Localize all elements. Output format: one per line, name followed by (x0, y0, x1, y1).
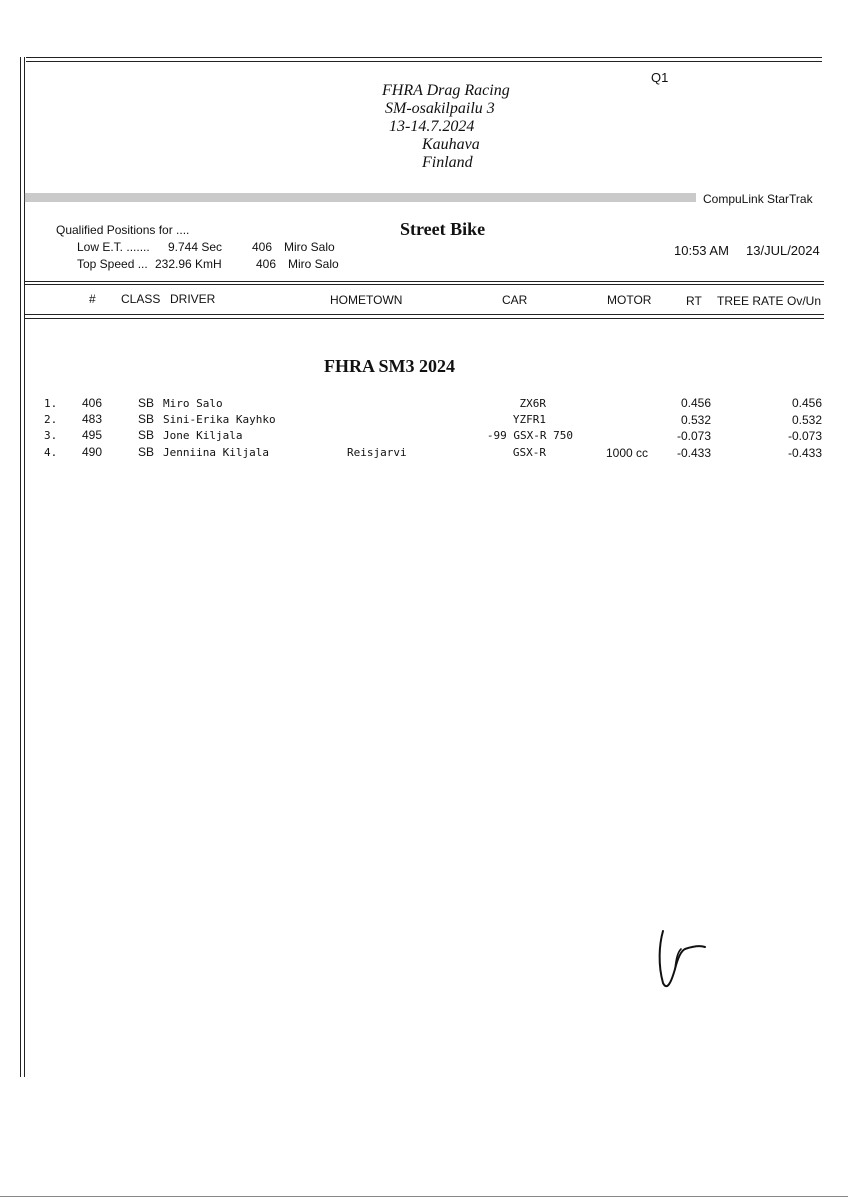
row-rt: 0.456 (680, 396, 711, 410)
row-ovun: -0.073 (787, 429, 822, 443)
row-ovun: 0.532 (791, 413, 822, 427)
row-car: -99 GSX-R 750 (486, 429, 573, 442)
row-position: 3. (44, 429, 58, 442)
top-speed-number: 406 (256, 257, 277, 271)
low-et-driver: Miro Salo (284, 240, 335, 254)
col-header-ovun: Ov/Un (787, 294, 822, 308)
row-driver: Jone Kiljala (163, 429, 243, 442)
handwritten-signature (655, 925, 715, 995)
low-et-value: 9.744 Sec (168, 240, 223, 254)
row-class: SB (138, 445, 155, 459)
row-position: 1. (44, 397, 58, 410)
col-header-driver: DRIVER (170, 292, 216, 306)
col-header-car: CAR (502, 293, 528, 307)
row-car: YZFR1 (512, 413, 546, 426)
row-position: 2. (44, 413, 58, 426)
row-ovun: 0.456 (791, 396, 822, 410)
frame-top-line (26, 57, 822, 58)
row-class: SB (138, 428, 155, 442)
row-hometown: Reisjarvi (347, 446, 407, 459)
frame-top-line-2 (26, 61, 822, 62)
header-rule-top (24, 281, 824, 282)
row-rt: -0.073 (676, 429, 711, 443)
page-code: Q1 (651, 70, 669, 85)
low-et-number: 406 (252, 240, 273, 254)
row-number: 406 (82, 396, 103, 410)
col-header-motor: MOTOR (607, 293, 652, 307)
row-number: 495 (82, 428, 103, 442)
low-et-label: Low E.T. ....... (77, 240, 150, 254)
event-title: FHRA SM3 2024 (324, 356, 456, 376)
top-speed-label: Top Speed ... (77, 257, 148, 271)
row-rt: -0.433 (676, 446, 711, 460)
row-car: GSX-R (512, 446, 546, 459)
event-title-line-3: 13-14.7.2024 (389, 118, 475, 135)
row-driver: Miro Salo (163, 397, 223, 410)
event-title-line-5: Finland (422, 154, 473, 171)
event-title-line-4: Kauhava (422, 136, 480, 153)
col-header-num: # (89, 292, 96, 306)
header-rule-bottom-2 (24, 318, 824, 319)
row-class: SB (138, 412, 155, 426)
top-speed-value: 232.96 KmH (155, 257, 222, 271)
row-class: SB (138, 396, 155, 410)
col-header-hometown: HOMETOWN (330, 293, 403, 307)
row-rt: 0.532 (680, 413, 711, 427)
col-header-tree-rate: TREE RATE (717, 294, 784, 308)
row-motor: 1000 cc (606, 446, 649, 460)
page-bottom-line (0, 1196, 848, 1197)
event-title-line-2: SM-osakilpailu 3 (385, 100, 495, 117)
event-title-line-1: FHRA Drag Racing (382, 82, 510, 99)
row-ovun: -0.433 (787, 446, 822, 460)
row-number: 490 (82, 445, 103, 459)
header-rule-top-2 (24, 284, 824, 285)
row-number: 483 (82, 412, 103, 426)
dotted-separator (24, 193, 696, 202)
frame-left-line-2 (20, 57, 21, 1077)
row-driver: Jenniina Kiljala (163, 446, 269, 459)
class-title: Street Bike (400, 219, 486, 239)
row-position: 4. (44, 446, 58, 459)
row-driver: Sini-Erika Kayhko (163, 413, 276, 426)
header-rule-bottom (24, 314, 824, 315)
top-speed-driver: Miro Salo (288, 257, 339, 271)
qualified-label: Qualified Positions for .... (56, 223, 190, 237)
col-header-class: CLASS (121, 292, 161, 306)
col-header-rt: RT (686, 294, 702, 308)
row-car: ZX6R (519, 397, 546, 410)
report-time: 10:53 AM (674, 243, 729, 258)
report-date: 13/JUL/2024 (746, 243, 820, 258)
system-name: CompuLink StarTrak (703, 192, 813, 206)
frame-left-line (24, 57, 25, 1077)
